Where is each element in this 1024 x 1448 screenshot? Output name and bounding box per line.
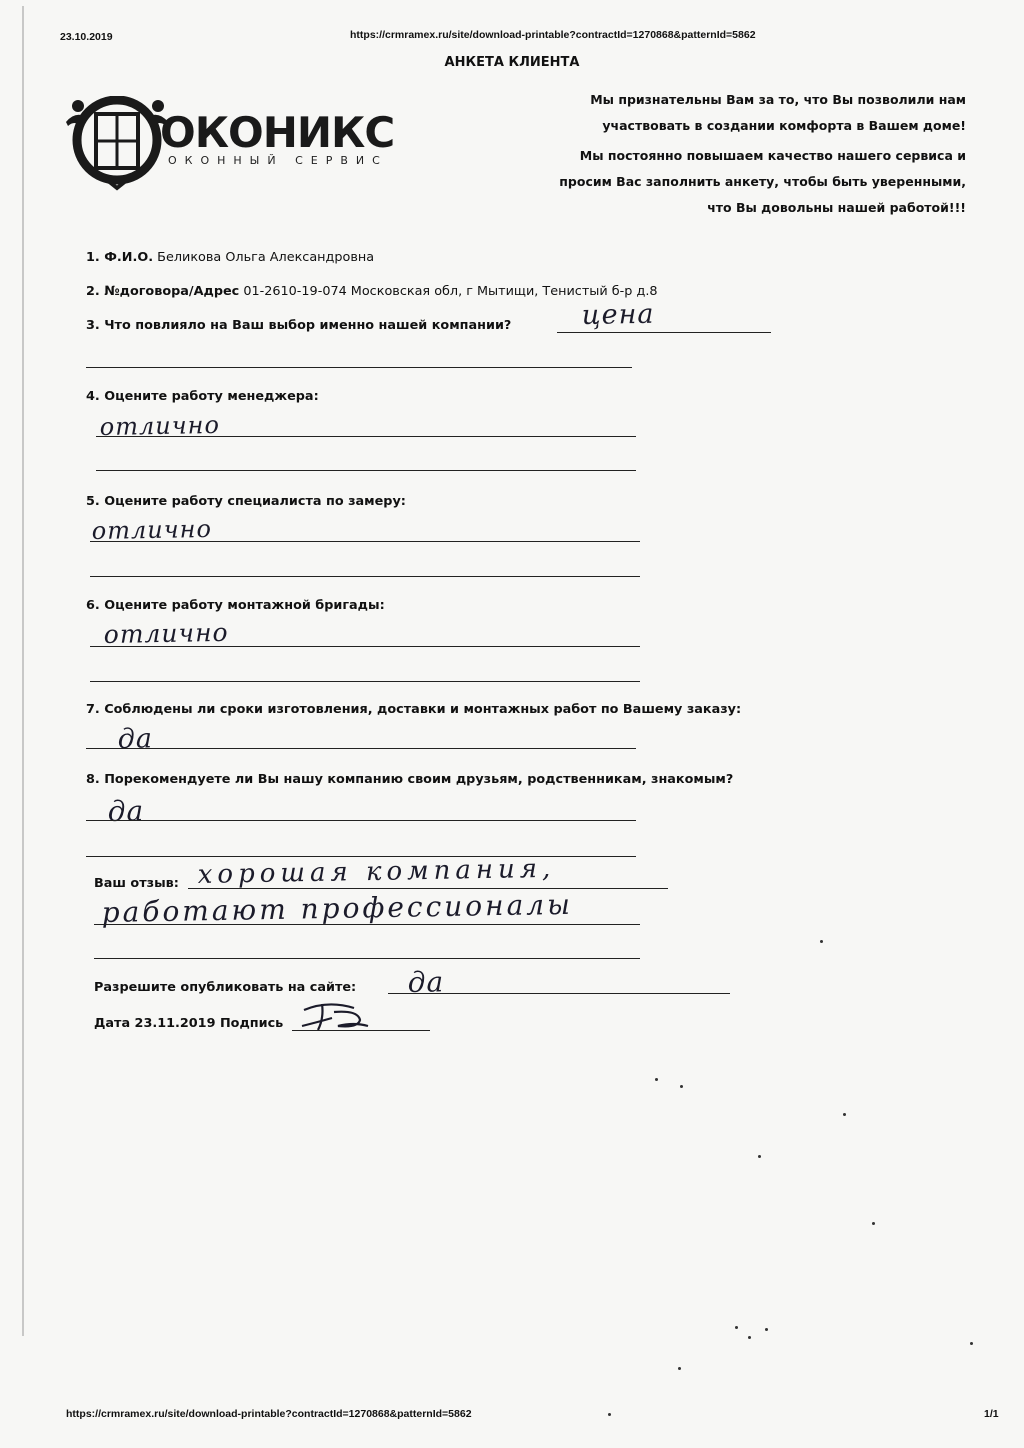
intro-line: участвовать в создании комфорта в Вашем доме! (602, 118, 966, 133)
logo-name: ОКОНИКС (160, 108, 395, 157)
logo-subtitle: ОКОННЫЙ СЕРВИС (168, 154, 388, 167)
answer-line (94, 958, 640, 959)
q2-label: 2. №договора/Адрес (86, 284, 240, 299)
q6-answer: отлично (103, 617, 229, 649)
intro-line: просим Вас заполнить анкету, чтобы быть уверенными, (559, 174, 966, 189)
print-date: 23.10.2019 (60, 31, 113, 43)
answer-line (94, 924, 640, 925)
answer-line (96, 470, 636, 471)
q1-value: Беликова Ольга Александровна (157, 250, 375, 265)
q7-answer: да (117, 723, 154, 755)
question-2 (86, 284, 658, 299)
question-6 (86, 598, 385, 613)
q4-answer: отлично (99, 410, 221, 441)
review (94, 876, 179, 891)
q8-label: 8. Порекомендуете ли Вы нашу компанию своим друзьям, родственникам, знакомым? (86, 772, 734, 787)
footer-url: https://crmramex.ru/site/download-printable?contractId=1270868&patternId=5862 (66, 1408, 472, 1420)
company-logo (62, 96, 395, 191)
intro-text-2 (496, 143, 966, 221)
window-logo-icon (62, 96, 172, 191)
answer-line (90, 541, 640, 542)
publish-permission (94, 980, 356, 995)
intro-line: Мы постоянно повышаем качество нашего сервиса и (579, 148, 966, 163)
review-label: Ваш отзыв: (94, 876, 179, 891)
question-8 (86, 772, 733, 787)
q8-answer: да (107, 794, 145, 828)
date-label: Дата 23.11.2019 Подпись (94, 1016, 284, 1031)
review-line-2: работают профессионалы (101, 887, 574, 929)
question-3 (86, 318, 511, 333)
question-7 (86, 702, 741, 717)
answer-line (96, 436, 636, 437)
q3-label: 3. Что повлияло на Ваш выбор именно нашей компании? (86, 318, 512, 333)
q2-value: 01-2610-19-074 Московская обл, г Мытищи, Тенистый б-р д.8 (243, 284, 658, 299)
question-4 (86, 389, 319, 404)
q4-label: 4. Оцените работу менеджера: (86, 389, 319, 404)
date-signature (94, 1016, 283, 1031)
answer-line (86, 367, 632, 368)
signature-mark (298, 996, 378, 1036)
q5-answer: отлично (91, 514, 213, 545)
q3-answer: цена (581, 298, 655, 331)
answer-line (557, 332, 771, 333)
intro-text (496, 87, 966, 139)
q5-label: 5. Оцените работу специалиста по замеру: (86, 494, 406, 509)
answer-line (86, 748, 636, 749)
intro-line: что Вы довольны нашей работой!!! (707, 200, 966, 215)
intro-line: Мы признательны Вам за то, что Вы позволили нам (590, 92, 966, 107)
q6-label: 6. Оцените работу монтажной бригады: (86, 598, 385, 613)
question-1 (86, 250, 374, 265)
answer-line (86, 820, 636, 821)
page-number: 1/1 (984, 1408, 999, 1420)
question-5 (86, 494, 406, 509)
review-line-1: хорошая компания, (197, 853, 556, 890)
answer-line (90, 646, 640, 647)
publish-label: Разрешите опубликовать на сайте: (94, 980, 357, 995)
answer-line (90, 576, 640, 577)
header-url: https://crmramex.ru/site/download-printable?contractId=1270868&patternId=5862 (350, 29, 756, 41)
q1-label: 1. Ф.И.О. (86, 250, 154, 265)
page-title: АНКЕТА КЛИЕНТА (444, 55, 580, 70)
publish-answer: да (407, 965, 445, 999)
q7-label: 7. Соблюдены ли сроки изготовления, доставки и монтажных работ по Вашему заказу: (86, 702, 742, 717)
answer-line (90, 681, 640, 682)
answer-line (188, 888, 668, 889)
scan-edge (22, 6, 24, 1336)
answer-line (388, 993, 730, 994)
